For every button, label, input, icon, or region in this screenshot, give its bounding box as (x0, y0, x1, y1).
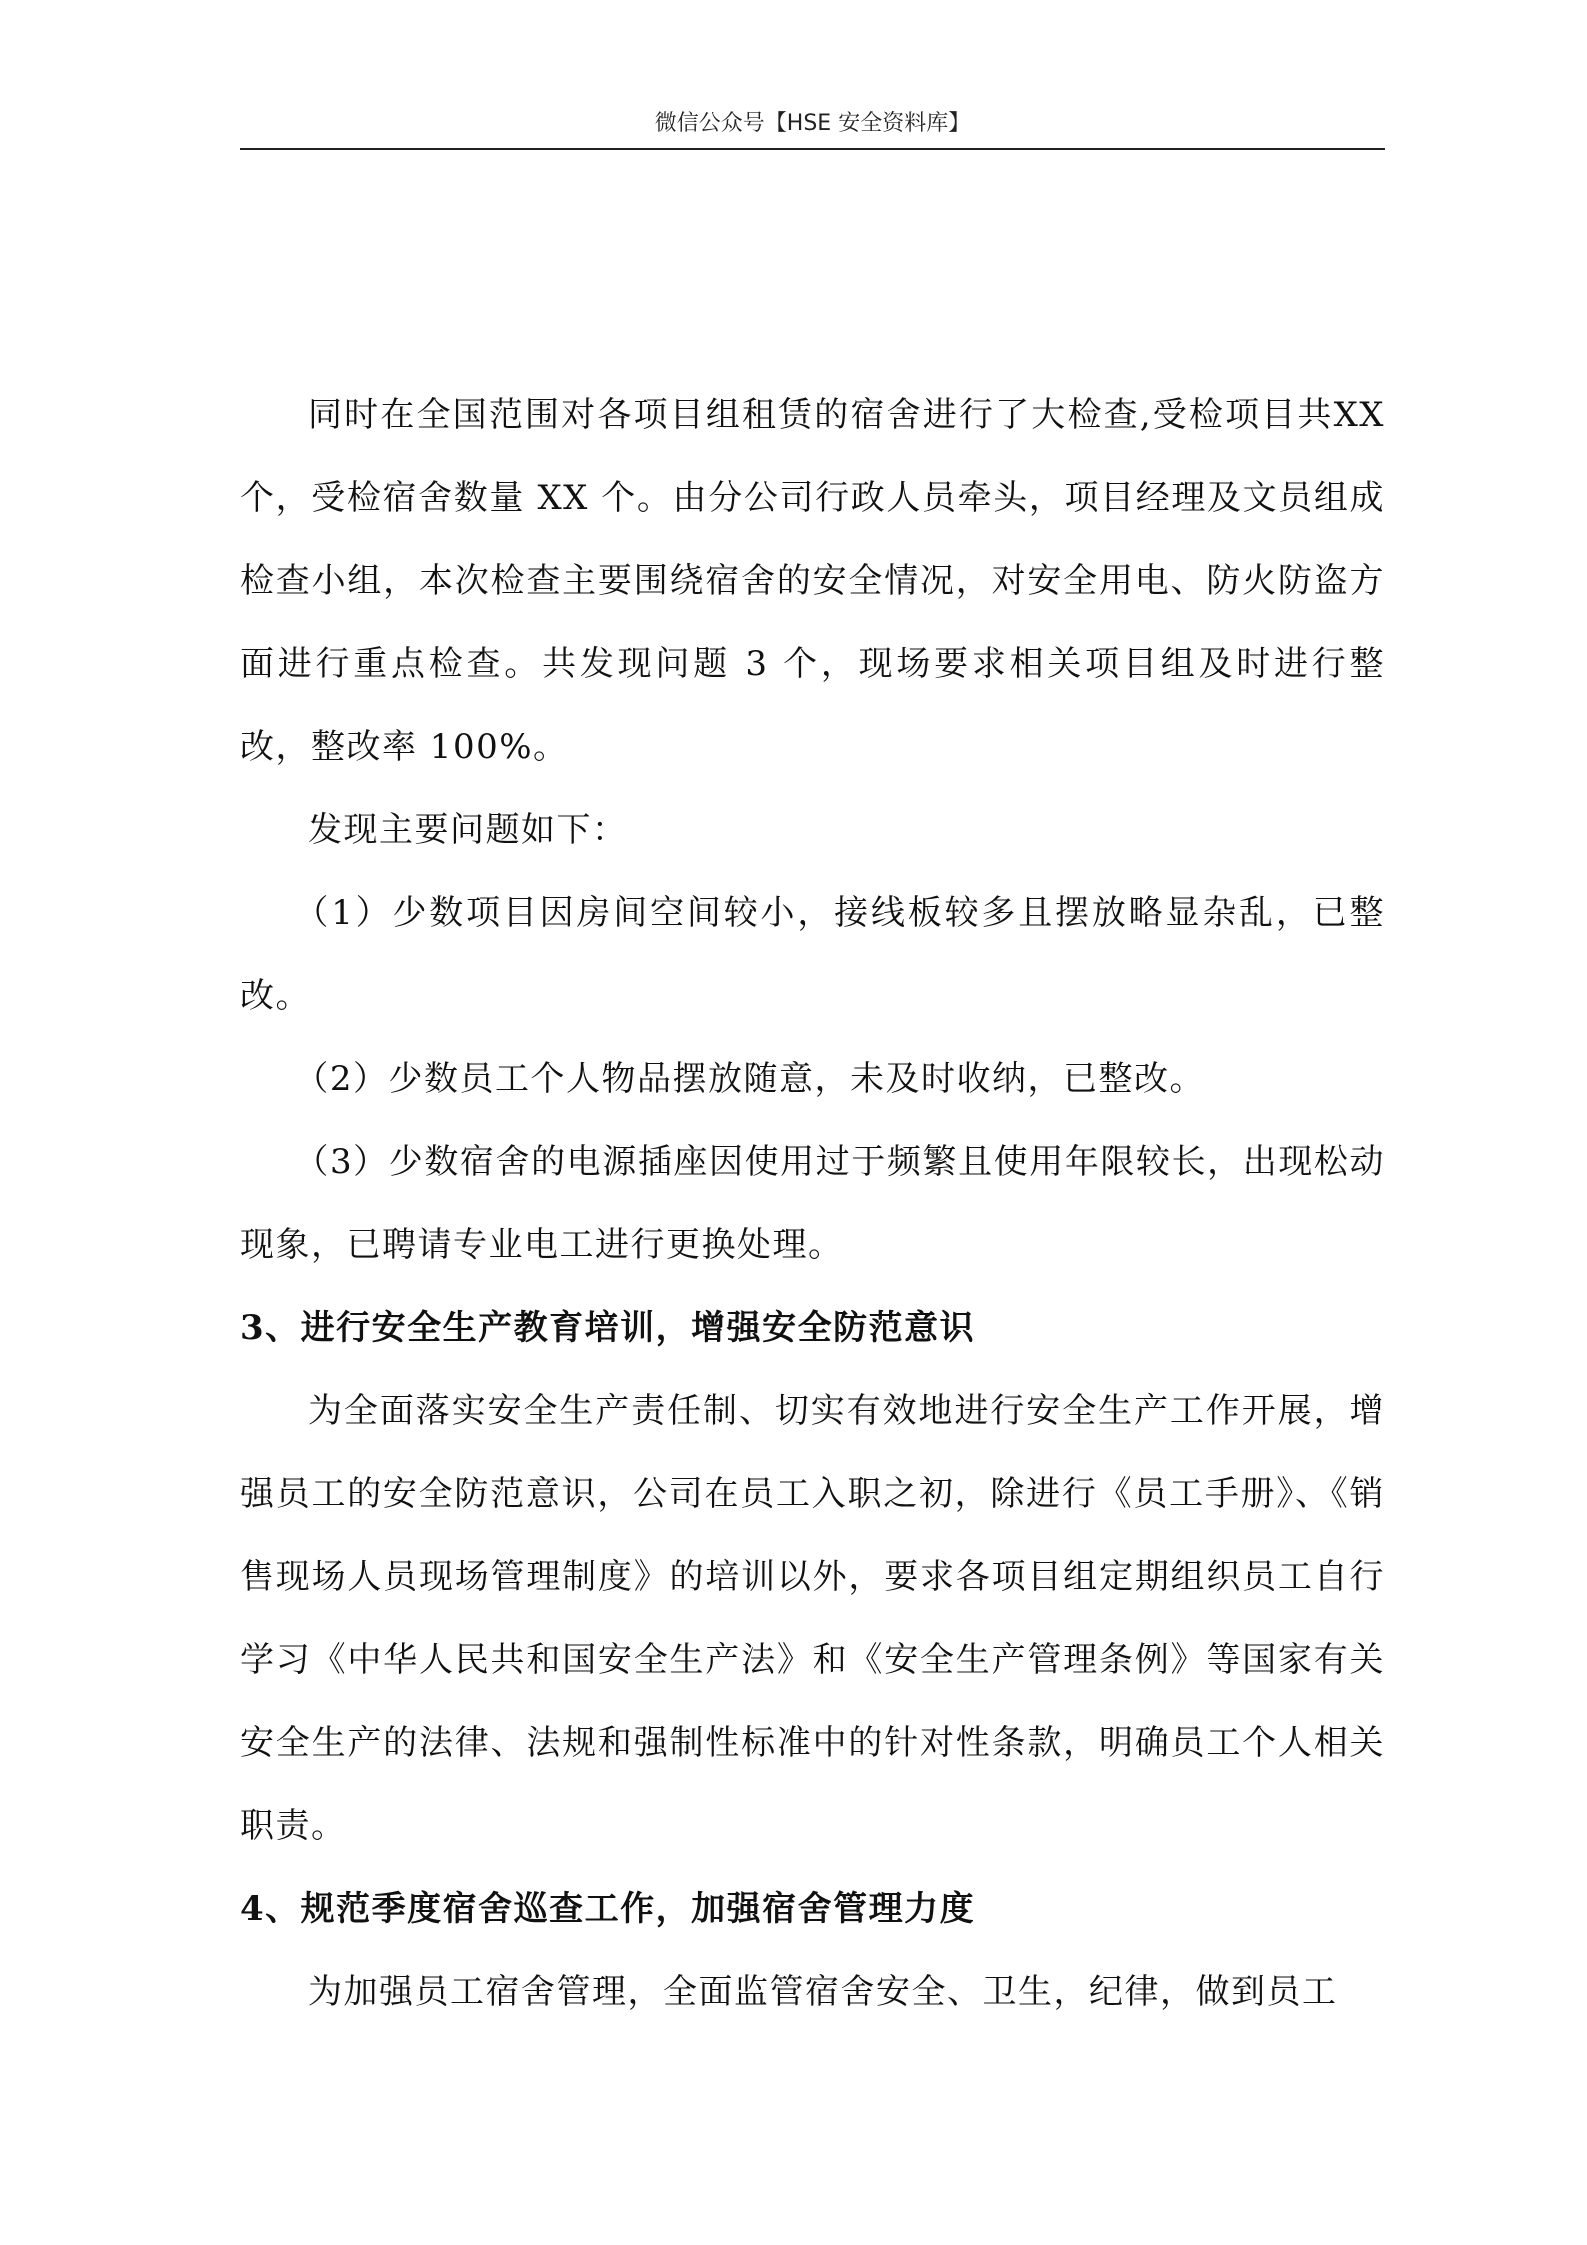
issue-item-3: （3）少数宿舍的电源插座因使用过于频繁且使用年限较长，出现松动现象，已聘请专业电工进行更换处理。 (240, 1142, 1385, 1265)
document-body (240, 374, 1385, 2034)
paragraph-dorm-inspection: 同时在全国范围对各项目组租赁的宿舍进行了大检查,受检项目共XX 个，受检宿舍数量 XX 个。由分公司行政人员牵头，项目经理及文员组成检查小组，本次检查主要围绕宿舍的安全情况，对安全用电、防火防盗方面进行重点检查。共发现问题 3 个，现场要求相关项目组及时进行整改，整改率 100%。 (240, 395, 1385, 767)
issue-item-1: （1）少数项目因房间空间较小，接线板较多且摆放略显杂乱，已整改。 (240, 893, 1385, 1016)
section-heading-3: 3、进行安全生产教育培训，增强安全防范意识 (240, 1308, 976, 1348)
section-heading-4: 4、规范季度宿舍巡查工作，加强宿舍管理力度 (240, 1889, 976, 1929)
paragraph-issues-intro: 发现主要问题如下： (308, 810, 628, 850)
header-text: 微信公众号【HSE 安全资料库】 (654, 111, 971, 136)
paragraph-safety-training: 为全面落实安全生产责任制、切实有效地进行安全生产工作开展，增强员工的安全防范意识，公司在员工入职之初，除进行《员工手册》、《销售现场人员现场管理制度》的培训以外，要求各项目组定期组织员工自行学习《中华人民共和国安全生产法》和《安全生产管理条例》等国家有关安全生产的法律、法规和强制性标准中的针对性条款，明确员工个人相关职责。 (240, 1391, 1385, 1846)
issue-item-2: （2）少数员工个人物品摆放随意，未及时收纳，已整改。 (294, 1059, 1206, 1099)
page-header (240, 110, 1385, 150)
paragraph-dorm-management: 为加强员工宿舍管理，全面监管宿舍安全、卫生，纪律，做到员工 (308, 1972, 1338, 2012)
